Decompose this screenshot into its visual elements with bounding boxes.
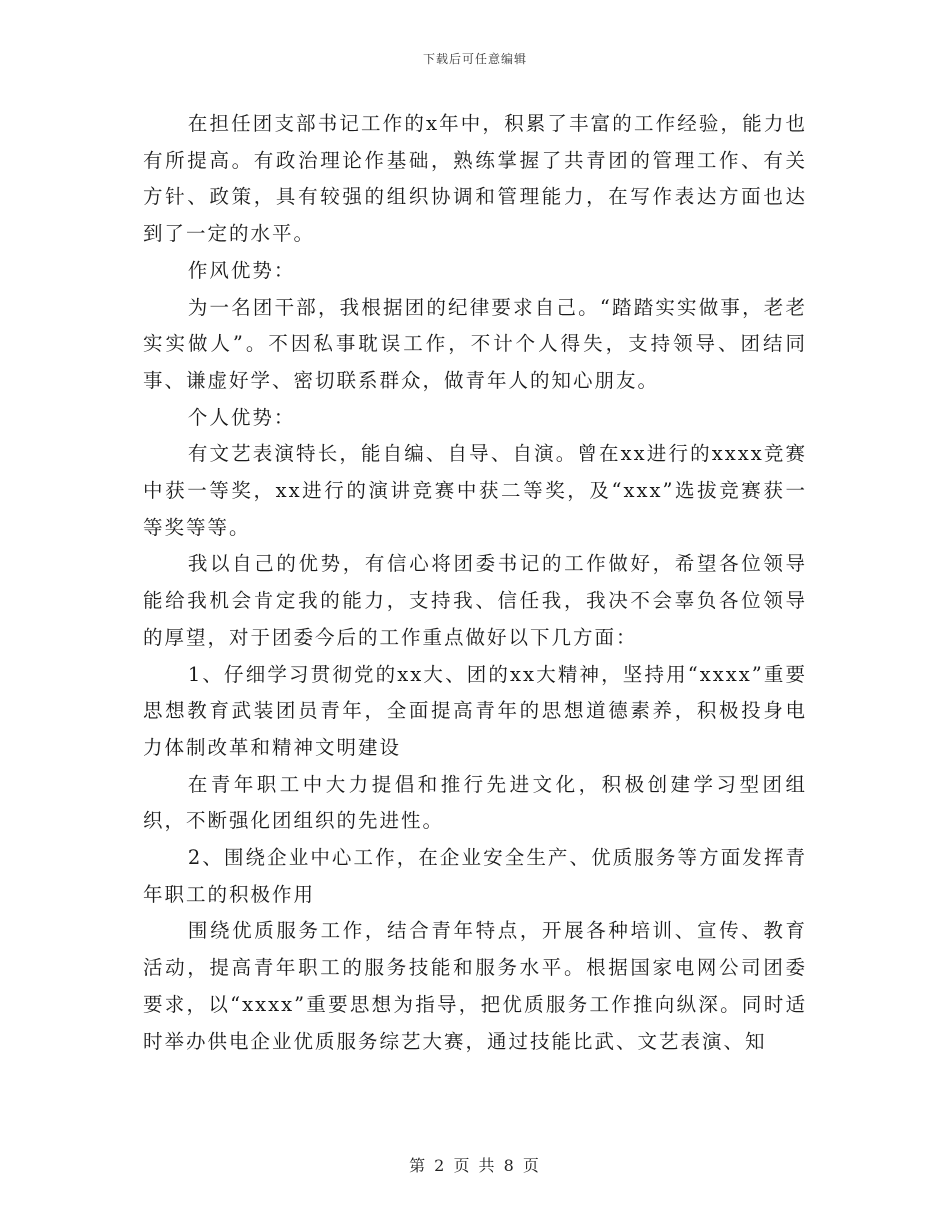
paragraph-point-2: 2、围绕企业中心工作，在企业安全生产、优质服务等方面发挥青年职工的积极作用 bbox=[143, 846, 807, 906]
paragraph-style-advantage: 为一名团干部，我根据团的纪律要求自己。“踏踏实实做事，老老实实做人”。不因私事耽误工作，不计个人得失，支持领导、团结同事、谦虚好学、密切联系群众，做青年人的知心朋友。 bbox=[143, 295, 807, 392]
paragraph-confidence: 我以自己的优势，有信心将团委书记的工作做好，希望各位领导能给我机会肯定我的能力，支持我、信任我，我决不会辜负各位领导的厚望，对于团委今后的工作重点做好以下几方面： bbox=[143, 552, 807, 649]
heading-style-advantage: 作风优势： bbox=[187, 258, 296, 282]
paragraph-personal-advantage: 有文艺表演特长，能自编、自导、自演。曾在xx进行的xxxx竞赛中获一等奖，xx进行的演讲竞赛中获二等奖，及“xxx”选拔竞赛获一等奖等等。 bbox=[143, 442, 807, 539]
paragraph-service: 围绕优质服务工作，结合青年特点，开展各种培训、宣传、教育活动，提高青年职工的服务技能和服务水平。根据国家电网公司团委要求，以“xxxx”重要思想为指导，把优质服务工作推向纵深。同时适时举办供电企业优质服务综艺大赛，通过技能比武、文艺表演、知 bbox=[143, 919, 807, 1053]
page-number: 第 2 页 共 8 页 bbox=[409, 1156, 541, 1175]
document-body bbox=[143, 106, 807, 1060]
heading-personal-advantage: 个人优势： bbox=[187, 405, 296, 429]
paragraph-point-1: 1、仔细学习贯彻党的xx大、团的xx大精神，坚持用“xxxx”重要思想教育武装团员青年，全面提高青年的思想道德素养，积极投身电力体制改革和精神文明建设 bbox=[143, 662, 807, 759]
paragraph-experience: 在担任团支部书记工作的x年中，积累了丰富的工作经验，能力也有所提高。有政治理论作基础，熟练掌握了共青团的管理工作、有关方针、政策，具有较强的组织协调和管理能力，在写作表达方面也达到了一定的水平。 bbox=[143, 112, 807, 246]
header-note: 下载后可任意编辑 bbox=[422, 52, 527, 66]
paragraph-culture: 在青年职工中大力提倡和推行先进文化，积极创建学习型团组织，不断强化团组织的先进性。 bbox=[143, 772, 807, 833]
